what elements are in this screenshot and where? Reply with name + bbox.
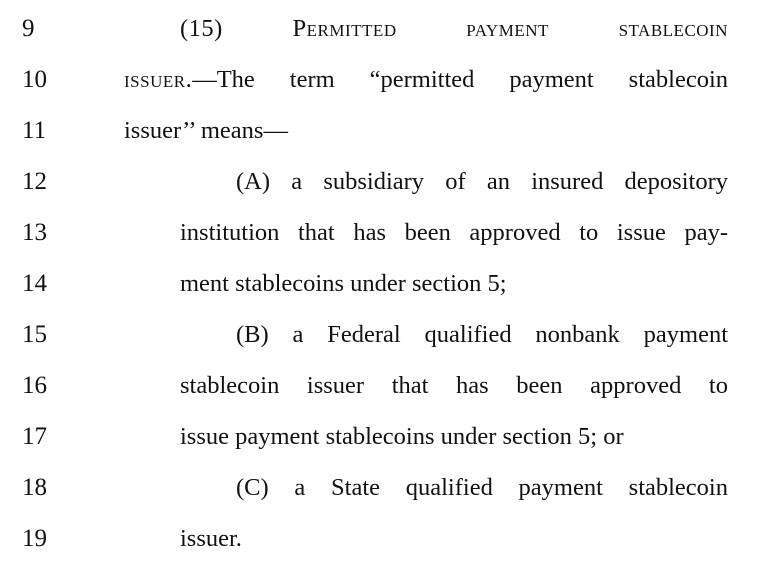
line-text: (C) a State qualified payment stablecoin <box>236 474 728 501</box>
line-number: 14 <box>22 270 47 297</box>
line-number: 17 <box>22 423 47 450</box>
line-text: (15) Permitted payment stablecoin <box>180 15 728 42</box>
line-text: stablecoin issuer that has been approved to <box>180 372 728 399</box>
line-text-smallcaps: issuer. <box>124 66 193 93</box>
document-line <box>0 218 768 269</box>
document-line <box>0 116 768 167</box>
line-text: institution that has been approved to issue pay- <box>180 219 728 246</box>
document-line <box>0 320 768 371</box>
document-line <box>0 14 768 65</box>
line-text: issuer’’ means— <box>124 117 288 144</box>
document-line <box>0 422 768 473</box>
document-line <box>0 167 768 218</box>
line-number: 19 <box>22 525 47 552</box>
line-text: (B) a Federal qualified nonbank payment <box>236 321 728 348</box>
line-number: 9 <box>22 15 35 42</box>
line-number: 11 <box>22 117 47 144</box>
document-line <box>0 65 768 116</box>
document-line <box>0 473 768 524</box>
line-number: 12 <box>22 168 47 195</box>
line-number: 10 <box>22 66 47 93</box>
line-number: 13 <box>22 219 47 246</box>
line-number: 18 <box>22 474 47 501</box>
line-number: 15 <box>22 321 47 348</box>
line-text-rest: —The term “permitted payment stablecoin <box>192 66 728 93</box>
line-text: (A) a subsidiary of an insured depository <box>236 168 728 195</box>
document-line <box>0 269 768 320</box>
line-text: issuer. <box>180 525 242 552</box>
line-text: issue payment stablecoins under section 5; or <box>180 423 624 450</box>
line-text <box>124 65 728 95</box>
document-line <box>0 371 768 422</box>
line-text: ment stablecoins under section 5; <box>180 270 507 297</box>
line-number: 16 <box>22 372 47 399</box>
document-line <box>0 524 768 575</box>
